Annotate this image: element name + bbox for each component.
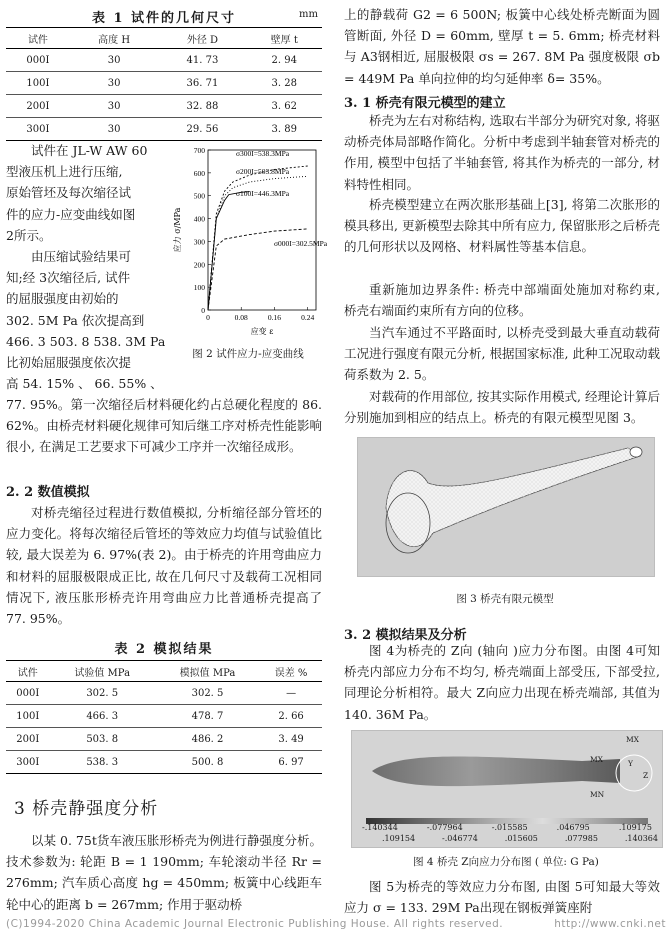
table-row: 100I 30 36. 71 3. 28: [6, 72, 322, 95]
series-label: σ100I=446.3MPa: [236, 189, 290, 198]
hardening-paragraph: 77. 95%。第一次缩径后材料硬化约占总硬化程度的 86. 62%。由桥壳材料硬化规律可知后继工序对桥壳性能影响很小, 在满足工艺要求下可减少工序并一次缩径成形。: [6, 397, 322, 455]
equivalent-stress-paragraph: 图 5为桥壳的等效应力分布图, 由图 5可知最大等效应力 σ = 133. 29M Pa出现在钢板弹簧座附: [344, 879, 660, 916]
y-tick-label: 300: [193, 237, 205, 247]
table-header: 外径 D: [186, 34, 219, 46]
table-row: 100I 466. 3 478. 7 2. 66: [6, 705, 322, 728]
boundary-paragraph: 重新施加边界条件: 桥壳中部端面处施加对称约束, 桥壳右端面约束所有方向的位移。: [344, 282, 660, 319]
table-1-grid: [6, 27, 322, 141]
table-1-caption: 表 1 试件的几何尺寸: [91, 11, 237, 26]
table-1: [6, 7, 322, 141]
section-3-heading: 3 桥壳静强度分析: [14, 799, 159, 819]
table-header: 模拟值 MPa: [179, 667, 236, 679]
load-application-paragraph: 对载荷的作用部位, 按其实际作用模式, 经理论计算后分别施加到相应的结点上。桥壳的有限元模型见图 3。: [344, 389, 660, 426]
y-tick-label: 500: [193, 191, 205, 201]
series-line: [208, 192, 250, 310]
z-stress-paragraph: 图 4为桥壳的 Z向 (轴向 )应力分布图。由图 4可知桥壳内部应力分布不均匀, 桥壳端面上部受压, 下部受拉, 同理论分析相符。最大 Z向应力出现在桥壳端部, 其值为 140. 36M Pa。: [344, 643, 660, 722]
fem-mesh-illustration: [358, 438, 654, 576]
params-paragraph: 上的静载荷 G2 = 6 500N; 板簧中心线处桥壳断面为圆管断面, 外径 D = 60mm, 壁厚 t = 5. 6mm; 桥壳材料与 A3钢相近, 屈服极限 σs = 267. 8M Pa 强度极限 σb = 449M Pa 单向拉伸的均匀延伸率 δ= 35%。: [344, 7, 660, 86]
figure-3-caption: 图 3 桥壳有限元模型: [456, 593, 554, 605]
y-axis-label: 应力 σ/MPa: [173, 207, 182, 253]
y-tick-label: 200: [193, 260, 205, 270]
table-row: 300I 30 29. 56 3. 89: [6, 118, 322, 141]
x-tick-label: 0.16: [267, 313, 282, 322]
x-tick-label: 0: [206, 313, 210, 322]
table-header: 试验值 MPa: [74, 667, 131, 679]
table-1-unit: mm: [299, 9, 318, 20]
fig4-scale-top-row: -.140344 -.077964 -.015585 .046795 .109175: [362, 823, 652, 832]
fig4-y-axis-label: Y: [628, 759, 633, 768]
series-label: σ200I=503.8MPa: [236, 167, 290, 176]
x-tick-label: 0.24: [301, 313, 315, 322]
y-tick-label: 700: [193, 146, 205, 155]
x-axis-label: 应变 ε: [250, 327, 274, 336]
section-3-2-heading: 3. 2 模拟结果及分析: [344, 628, 467, 643]
fem-model-paragraph-2: 桥壳模型建立在两次胀形基础上[3], 将第二次胀形的模具移出, 更新模型去除其中所有应力, 保留胀形之后桥壳的几何形状以及网格、材料属性等基本信息。: [344, 197, 660, 255]
fig4-mn-label: MN: [590, 790, 605, 799]
cnki-link[interactable]: http://www.cnki.net: [554, 918, 666, 930]
figure-4-image: [351, 730, 663, 848]
section-3-1-heading: 3. 1 桥壳有限元模型的建立: [344, 96, 506, 111]
figure-3-image: [357, 437, 655, 577]
table-2-grid: [6, 660, 322, 774]
fem-model-paragraph-1: 桥壳为左右对称结构, 选取右半部分为研究对象, 将驱动桥壳体局部略作简化。分析中考虑到半轴套管对桥壳的作用, 模型中包括了半轴套管, 将其作为桥壳的一部分, 材料特性相同。: [344, 113, 660, 192]
figure-2: [168, 140, 328, 360]
table-row: 000I 30 41. 73 2. 94: [6, 49, 322, 72]
simulation-paragraph: 对桥壳缩径过程进行数值模拟, 分析缩径部分管坯的应力变化。将每次缩径后管坯的等效应力均值与试验值比较, 最大误差为 6. 97%(表 2)。由于桥壳的许用弯曲应力和材料的屈服极限成正比, 故在几何尺寸及载荷工况相同情况下, 液压胀形桥壳许用弯曲应力比普通桥壳提高了 77. 95%。: [6, 505, 322, 627]
copyright-notice: (C)1994-2020 China Academic Journal Electronic Publishing House. All rights reserved.: [6, 918, 504, 930]
figure-2-caption: 图 2 试件应力-应变曲线: [192, 348, 304, 360]
load-case-paragraph: 当汽车通过不平路面时, 以桥壳受到最大垂直动载荷工况进行强度有限元分析, 根据国家标准, 此种工况取动载荷系数为 2. 5。: [344, 325, 660, 383]
z-stress-contour: [352, 731, 662, 817]
figure-4-caption: 图 4 桥壳 Z向应力分布图 ( 单位: G Pa): [413, 856, 599, 868]
y-tick-label: 400: [193, 214, 205, 224]
table-2-caption: 表 2 模拟结果: [114, 642, 214, 657]
series-line: [208, 166, 308, 310]
fig4-scale-bottom-row: .109154 -.046774 .015605 .077985 .140364: [382, 834, 658, 843]
table-row: 300I 538. 3 500. 8 6. 97: [6, 751, 322, 774]
static-strength-paragraph: 以某 0. 75t货车液压胀形桥壳为例进行静强度分析。技术参数为: 轮距 B = 1 190mm; 车轮滚动半径 Rr = 276mm; 汽车质心高度 hg = 450mm; 板簧中心线距车轮中心的距离 b = 267mm; 作用于驱动桥: [6, 833, 322, 912]
table-row: 000I 302. 5 302. 5 —: [6, 682, 322, 705]
series-label: σ000I=302.5MPa: [274, 239, 328, 248]
fig4-z-axis-label: Z: [643, 771, 649, 780]
x-tick-label: 0.08: [234, 313, 248, 322]
y-tick-label: 100: [193, 283, 205, 293]
section-2-2-heading: 2. 2 数值模拟: [6, 485, 90, 500]
intro-paragraph: 试件在 JL-W AW 60 型液压机上进行压缩, 原始管坯及每次缩径试 件的应力-应变曲线如图 2所示。 由压缩试验结果可 知;经 3次缩径后, 试件 的屈服强度由初始的 302. 5M Pa 依次提高到 466. 3 503. 8 538. 3M Pa 比初始屈服强度依次提 高 54. 15% 、 66. 55% 、: [6, 143, 166, 392]
table-2: [6, 638, 322, 774]
table-header: 误差 %: [274, 667, 308, 679]
table-header: 试件: [27, 34, 48, 46]
table-header: 高度 H: [98, 34, 131, 46]
table-header: 试件: [17, 667, 38, 679]
stress-strain-chart: [168, 140, 328, 340]
table-row: 200I 30 32. 88 3. 62: [6, 95, 322, 118]
fig4-mx-label: MX: [590, 755, 604, 764]
table-row: 200I 503. 8 486. 2 3. 49: [6, 728, 322, 751]
fig4-mx2-label: MX: [626, 735, 640, 744]
y-tick-label: 0: [201, 306, 205, 315]
table-header: 壁厚 t: [270, 34, 298, 46]
series-label: σ300I=538.3MPa: [236, 149, 290, 158]
y-tick-label: 600: [193, 168, 205, 178]
